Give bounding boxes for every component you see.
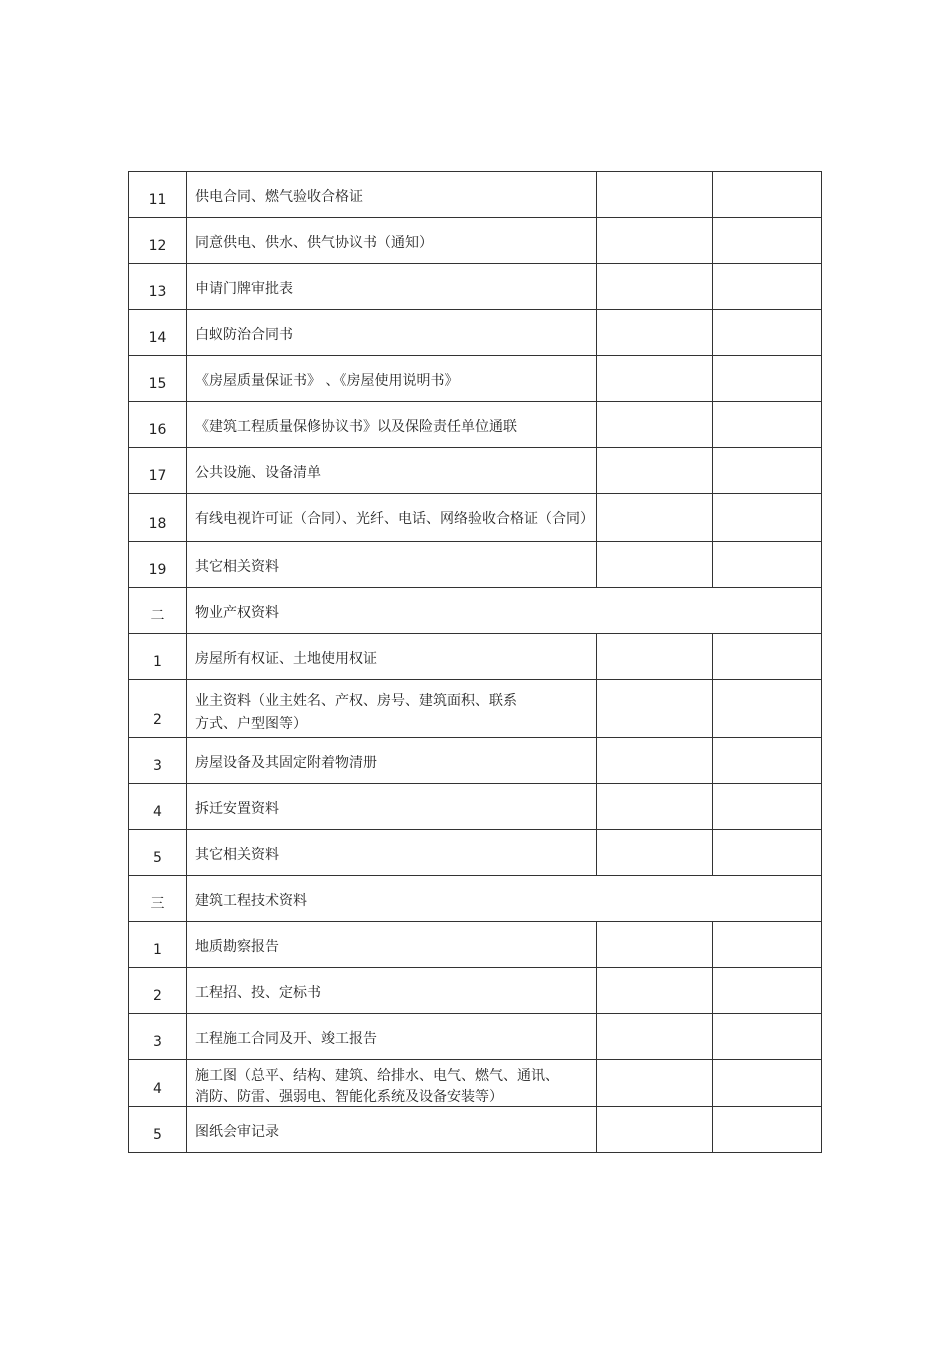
table-row	[129, 784, 822, 830]
section-title: 物业产权资料	[187, 588, 822, 634]
row-item: 其它相关资料	[187, 542, 597, 588]
row-item: 房屋设备及其固定附着物清册	[187, 738, 597, 784]
blank-cell	[713, 402, 822, 448]
table-row	[129, 310, 822, 356]
blank-cell	[597, 494, 713, 542]
blank-cell	[713, 922, 822, 968]
row-number: 12	[129, 218, 187, 264]
blank-cell	[713, 1060, 822, 1107]
table-row	[129, 402, 822, 448]
row-item: 工程招、投、定标书	[187, 968, 597, 1014]
row-number: 14	[129, 310, 187, 356]
blank-cell	[713, 356, 822, 402]
blank-cell	[597, 310, 713, 356]
row-item: 图纸会审记录	[187, 1107, 597, 1153]
table-row	[129, 1060, 822, 1107]
blank-cell	[597, 542, 713, 588]
row-item-line: 消防、防雷、强弱电、智能化系统及设备安装等）	[195, 1089, 503, 1105]
table-row	[129, 172, 822, 218]
blank-cell	[597, 448, 713, 494]
table-row	[129, 634, 822, 680]
table-row	[129, 448, 822, 494]
row-item: 其它相关资料	[187, 830, 597, 876]
row-number: 3	[129, 1014, 187, 1060]
table-row	[129, 680, 822, 738]
row-item-line: 施工图（总平、结构、建筑、给排水、电气、燃气、通讯、	[195, 1068, 559, 1084]
table-row	[129, 1014, 822, 1060]
row-item: 拆迁安置资料	[187, 784, 597, 830]
blank-cell	[713, 1014, 822, 1060]
blank-cell	[713, 494, 822, 542]
row-item-line: 业主资料（业主姓名、产权、房号、建筑面积、联系	[195, 693, 517, 709]
blank-cell	[713, 738, 822, 784]
blank-cell	[597, 784, 713, 830]
table-row	[129, 968, 822, 1014]
row-number: 17	[129, 448, 187, 494]
row-item: 地质勘察报告	[187, 922, 597, 968]
table-row	[129, 830, 822, 876]
row-item: 同意供电、供水、供气协议书（通知）	[187, 218, 597, 264]
section-number: 二	[129, 588, 187, 634]
table-row	[129, 542, 822, 588]
row-item	[187, 680, 597, 738]
row-number: 3	[129, 738, 187, 784]
row-number: 5	[129, 830, 187, 876]
row-item: 《房屋质量保证书》 、《房屋使用说明书》	[187, 356, 597, 402]
blank-cell	[713, 680, 822, 738]
blank-cell	[713, 310, 822, 356]
row-item: 房屋所有权证、土地使用权证	[187, 634, 597, 680]
table-row	[129, 218, 822, 264]
row-item: 有线电视许可证（合同）、光纤、电话、网络验收合格证（合同）	[187, 494, 597, 542]
blank-cell	[713, 1107, 822, 1153]
blank-cell	[597, 218, 713, 264]
row-item: 工程施工合同及开、竣工报告	[187, 1014, 597, 1060]
table-row	[129, 1107, 822, 1153]
blank-cell	[597, 922, 713, 968]
row-number: 2	[129, 680, 187, 738]
row-item: 《建筑工程质量保修协议书》以及保险责任单位通联	[187, 402, 597, 448]
section-row	[129, 876, 822, 922]
blank-cell	[597, 738, 713, 784]
row-number: 11	[129, 172, 187, 218]
row-item-line: 方式、户型图等）	[195, 716, 307, 732]
blank-cell	[597, 1014, 713, 1060]
blank-cell	[597, 356, 713, 402]
row-item: 申请门牌审批表	[187, 264, 597, 310]
row-number: 5	[129, 1107, 187, 1153]
section-title: 建筑工程技术资料	[187, 876, 822, 922]
row-number: 13	[129, 264, 187, 310]
row-number: 4	[129, 784, 187, 830]
blank-cell	[597, 1060, 713, 1107]
row-number: 1	[129, 634, 187, 680]
table-row	[129, 922, 822, 968]
row-number: 18	[129, 494, 187, 542]
row-number: 4	[129, 1060, 187, 1107]
row-item: 公共设施、设备清单	[187, 448, 597, 494]
blank-cell	[713, 542, 822, 588]
section-number: 三	[129, 876, 187, 922]
blank-cell	[597, 680, 713, 738]
row-item: 白蚁防治合同书	[187, 310, 597, 356]
document-table	[128, 171, 822, 1153]
row-item: 供电合同、燃气验收合格证	[187, 172, 597, 218]
table-row	[129, 494, 822, 542]
row-item	[187, 1060, 597, 1107]
blank-cell	[597, 172, 713, 218]
blank-cell	[597, 264, 713, 310]
row-number: 2	[129, 968, 187, 1014]
blank-cell	[713, 218, 822, 264]
row-number: 1	[129, 922, 187, 968]
blank-cell	[597, 1107, 713, 1153]
blank-cell	[713, 634, 822, 680]
section-row	[129, 588, 822, 634]
table-row	[129, 356, 822, 402]
row-number: 15	[129, 356, 187, 402]
blank-cell	[597, 830, 713, 876]
row-number: 19	[129, 542, 187, 588]
blank-cell	[597, 968, 713, 1014]
blank-cell	[713, 784, 822, 830]
blank-cell	[713, 264, 822, 310]
blank-cell	[713, 968, 822, 1014]
blank-cell	[597, 402, 713, 448]
row-number: 16	[129, 402, 187, 448]
table-row	[129, 738, 822, 784]
table-row	[129, 264, 822, 310]
blank-cell	[597, 634, 713, 680]
blank-cell	[713, 172, 822, 218]
blank-cell	[713, 830, 822, 876]
blank-cell	[713, 448, 822, 494]
